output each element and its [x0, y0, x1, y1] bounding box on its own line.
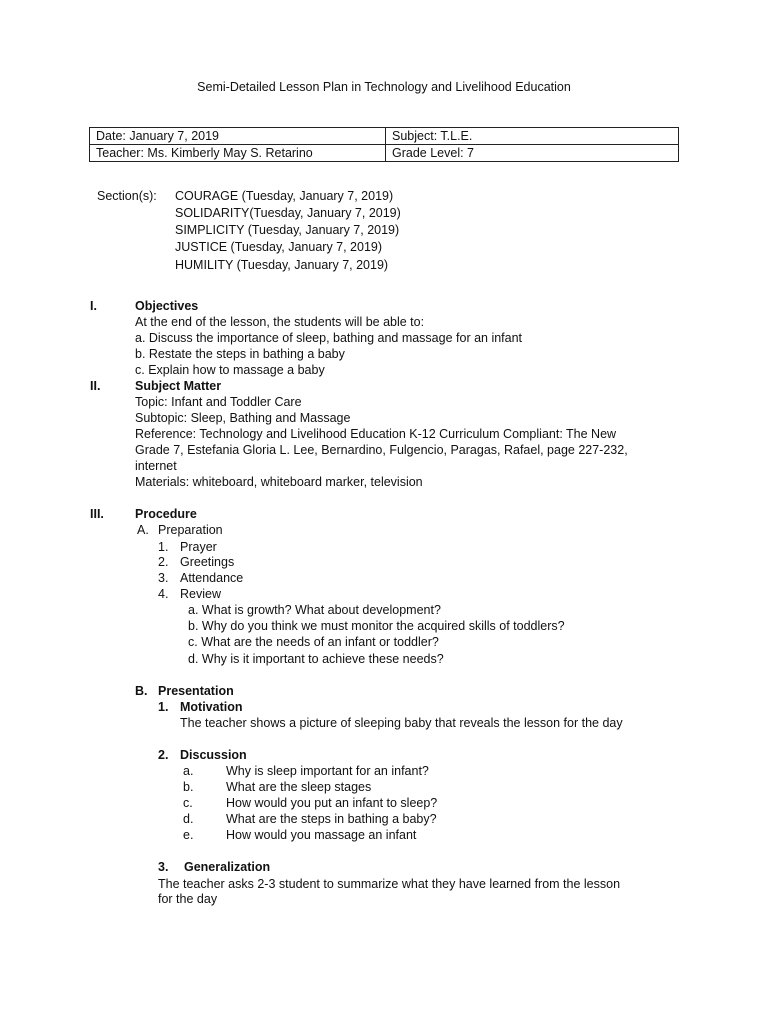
objective-item: b. Restate the steps in bathing a baby — [135, 347, 345, 361]
section-item: SOLIDARITY(Tuesday, January 7, 2019) — [175, 206, 401, 220]
reference-line: internet — [135, 459, 177, 473]
discussion-item-text: Why is sleep important for an infant? — [226, 764, 429, 778]
table-row — [90, 128, 679, 145]
subject-cell: Subject: T.L.E. — [386, 128, 679, 145]
section-item: JUSTICE (Tuesday, January 7, 2019) — [175, 240, 383, 254]
generalization-label: Generalization — [184, 860, 271, 874]
preparation-letter: A. — [137, 523, 149, 537]
discussion-label: Discussion — [180, 748, 247, 762]
teacher-cell: Teacher: Ms. Kimberly May S. Retarino — [90, 145, 386, 162]
step-label: Review — [180, 587, 221, 601]
preparation-label: Preparation — [158, 523, 223, 537]
date-cell: Date: January 7, 2019 — [90, 128, 386, 145]
review-question: d. Why is it important to achieve these needs? — [188, 652, 444, 666]
step-label: Attendance — [180, 571, 244, 585]
subject-matter-numeral: II. — [90, 379, 101, 393]
info-table — [89, 127, 679, 162]
discussion-item-letter: d. — [183, 812, 194, 826]
presentation-label: Presentation — [158, 684, 234, 698]
section-item: SIMPLICITY (Tuesday, January 7, 2019) — [175, 223, 400, 237]
discussion-number: 2. — [158, 748, 169, 762]
materials-line: Materials: whiteboard, whiteboard marker, television — [135, 475, 423, 489]
subtopic-line: Subtopic: Sleep, Bathing and Massage — [135, 411, 351, 425]
step-number: 2. — [158, 555, 169, 569]
generalization-number: 3. — [158, 860, 169, 874]
review-question: a. What is growth? What about development? — [188, 603, 441, 617]
topic-line: Topic: Infant and Toddler Care — [135, 395, 302, 409]
discussion-item-text: How would you massage an infant — [226, 828, 417, 842]
objective-item: a. Discuss the importance of sleep, bathing and massage for an infant — [135, 331, 523, 345]
discussion-item-text: How would you put an infant to sleep? — [226, 796, 438, 810]
presentation-letter: B. — [135, 684, 148, 698]
motivation-number: 1. — [158, 700, 169, 714]
sections-label: Section(s): — [97, 189, 157, 203]
procedure-numeral: III. — [90, 507, 104, 521]
review-question: c. What are the needs of an infant or toddler? — [188, 635, 439, 649]
objectives-intro: At the end of the lesson, the students will be able to: — [135, 315, 425, 329]
grade-level-cell: Grade Level: 7 — [386, 145, 679, 162]
objectives-numeral: I. — [90, 299, 97, 313]
reference-line: Reference: Technology and Livelihood Education K-12 Curriculum Compliant: The New — [135, 427, 617, 441]
procedure-heading: Procedure — [135, 507, 197, 521]
discussion-item-letter: c. — [183, 796, 193, 810]
discussion-item-letter: a. — [183, 764, 194, 778]
generalization-text: for the day — [158, 892, 218, 906]
step-label: Prayer — [180, 540, 217, 554]
discussion-item-letter: b. — [183, 780, 194, 794]
step-number: 3. — [158, 571, 169, 585]
objectives-heading: Objectives — [135, 299, 199, 313]
motivation-text: The teacher shows a picture of sleeping baby that reveals the lesson for the day — [180, 716, 623, 730]
objective-item: c. Explain how to massage a baby — [135, 363, 325, 377]
section-item: HUMILITY (Tuesday, January 7, 2019) — [175, 258, 389, 272]
section-item: COURAGE (Tuesday, January 7, 2019) — [175, 189, 394, 203]
discussion-item-text: What are the steps in bathing a baby? — [226, 812, 437, 826]
discussion-item-letter: e. — [183, 828, 194, 842]
generalization-text: The teacher asks 2-3 student to summarize what they have learned from the lesson — [158, 877, 621, 891]
step-number: 1. — [158, 540, 169, 554]
discussion-item-text: What are the sleep stages — [226, 780, 372, 794]
page-title: Semi-Detailed Lesson Plan in Technology and Livelihood Education — [197, 80, 571, 94]
motivation-label: Motivation — [180, 700, 243, 714]
table-row — [90, 145, 679, 162]
subject-matter-heading: Subject Matter — [135, 379, 222, 393]
step-number: 4. — [158, 587, 169, 601]
review-question: b. Why do you think we must monitor the acquired skills of toddlers? — [188, 619, 565, 633]
step-label: Greetings — [180, 555, 235, 569]
reference-line: Grade 7, Estefania Gloria L. Lee, Bernardino, Fulgencio, Paragas, Rafael, page 227-232, — [135, 443, 628, 457]
